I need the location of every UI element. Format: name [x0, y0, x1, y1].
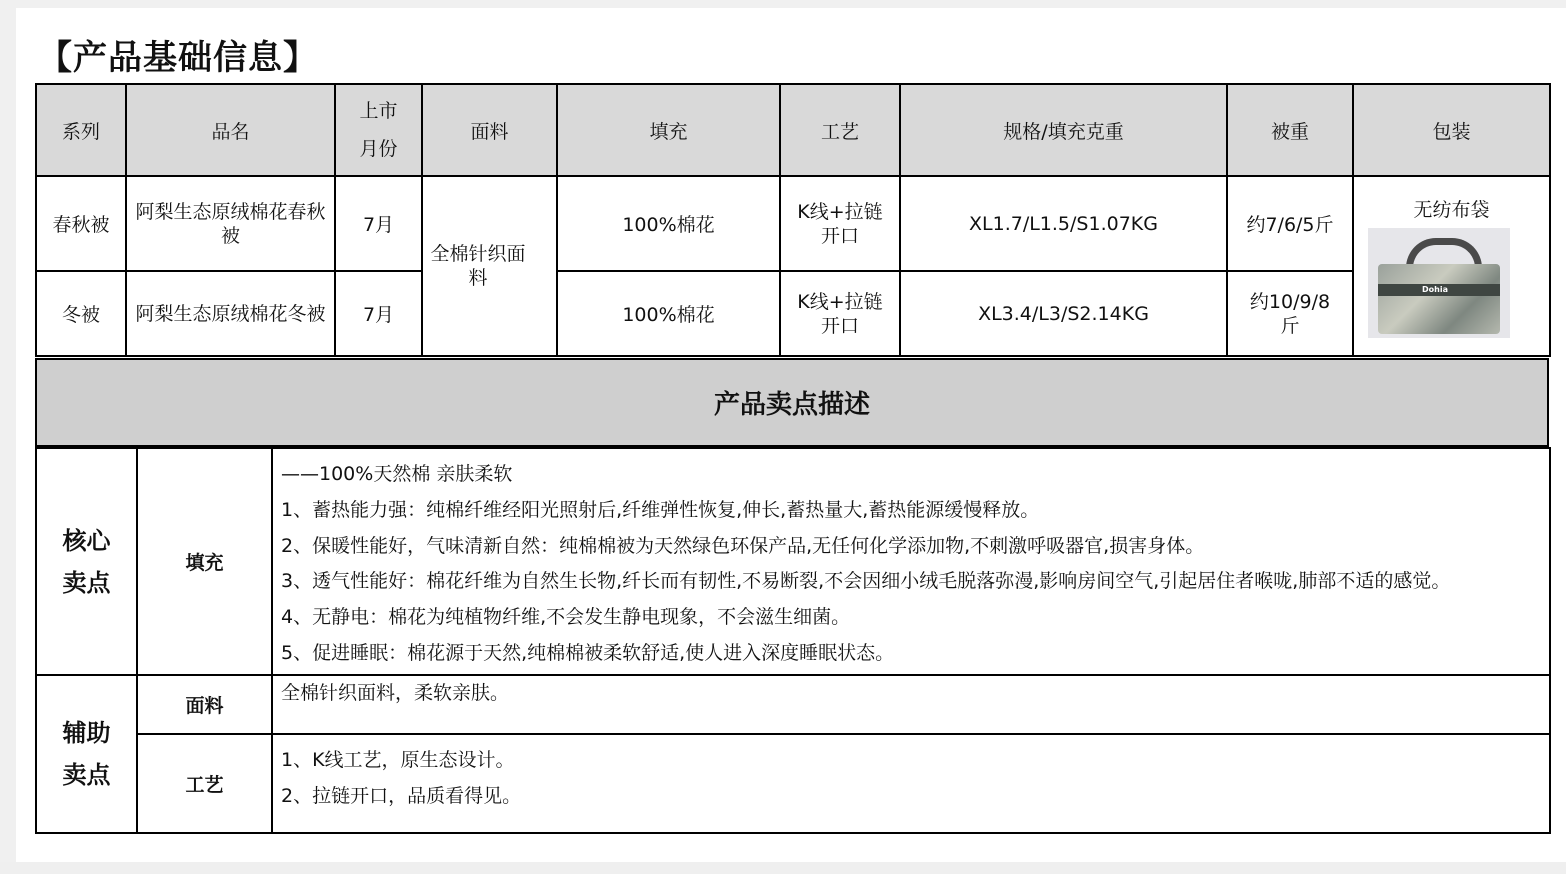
- header-name: 品名: [126, 84, 335, 176]
- bag-logo: Dohia: [1422, 284, 1448, 294]
- selling-points-table: [35, 447, 1551, 834]
- cell-series: 春秋被: [36, 176, 126, 271]
- cell-name: 阿梨生态原绒棉花春秋被: [126, 176, 335, 271]
- cell-craft: K线+拉链开口: [780, 271, 900, 356]
- cell-spec: XL3.4/L3/S2.14KG: [900, 271, 1227, 356]
- core-line: 5、促进睡眠：棉花源于天然,纯棉棉被柔软舒适,使人进入深度睡眠状态。: [281, 641, 895, 664]
- header-spec: 规格/填充克重: [900, 84, 1227, 176]
- core-row: [36, 448, 1550, 675]
- table-row: [36, 271, 1550, 356]
- bottom-border-strip: [0, 862, 1566, 874]
- core-item-label: 填充: [137, 448, 272, 675]
- header-month: 上市月份: [335, 84, 422, 176]
- product-info-table: [35, 83, 1551, 357]
- cell-series: 冬被: [36, 271, 126, 356]
- packaging-label: 无纺布袋: [1413, 198, 1490, 221]
- core-line: 3、透气性能好：棉花纤维为自然生长物,纤长而有韧性,不易断裂,不会因细小绒毛脱落弥漫,影响房间空气,引起居住者喉咙,肺部不适的感觉。: [281, 570, 1451, 593]
- core-line: 4、无静电：棉花为纯植物纤维,不会发生静电现象，不会滋生细菌。: [281, 606, 851, 629]
- header-row: [36, 84, 1550, 176]
- selling-points-header: 产品卖点描述: [35, 358, 1549, 447]
- aux-fabric-row: [36, 675, 1550, 734]
- cell-fabric: 全棉针织面料: [422, 176, 557, 356]
- header-craft: 工艺: [780, 84, 900, 176]
- aux-fabric-description: [272, 675, 1550, 734]
- page-title: 【产品基础信息】: [38, 38, 318, 78]
- core-line: 1、蓄热能力强：纯棉纤维经阳光照射后,纤维弹性恢复,伸长,蓄热量大,蓄热能源缓慢释放。: [281, 498, 1040, 521]
- core-description: [272, 448, 1550, 675]
- header-packaging: 包装: [1353, 84, 1550, 176]
- table-row: [36, 176, 1550, 271]
- cell-name: 阿梨生态原绒棉花冬被: [126, 271, 335, 356]
- core-group-label: 核心卖点: [36, 448, 137, 675]
- cell-weight: 约7/6/5斤: [1227, 176, 1353, 271]
- cell-filling: 100%棉花: [557, 176, 780, 271]
- cell-month: 7月: [335, 271, 422, 356]
- aux-craft-description: [272, 734, 1550, 833]
- aux-craft-line: 2、拉链开口，品质看得见。: [281, 784, 522, 807]
- packaging-bag-image: [1368, 228, 1510, 338]
- cell-craft: K线+拉链开口: [780, 176, 900, 271]
- aux-fabric-label: 面料: [137, 675, 272, 734]
- core-line: ——100%天然棉 亲肤柔软: [281, 463, 513, 485]
- top-border-strip: [0, 0, 1566, 8]
- aux-fabric-text: 全棉针织面料，柔软亲肤。: [281, 682, 510, 704]
- core-line: 2、保暖性能好，气味清新自然：纯棉棉被为天然绿色环保产品,无任何化学添加物,不刺激呼吸器官,损害身体。: [281, 534, 1205, 557]
- aux-group-label: 辅助卖点: [36, 675, 137, 833]
- header-weight: 被重: [1227, 84, 1353, 176]
- cell-packaging: [1353, 176, 1550, 356]
- cell-filling: 100%棉花: [557, 271, 780, 356]
- header-series: 系列: [36, 84, 126, 176]
- aux-craft-line: 1、K线工艺，原生态设计。: [281, 749, 515, 771]
- left-border-strip: [0, 0, 16, 874]
- cell-spec: XL1.7/L1.5/S1.07KG: [900, 176, 1227, 271]
- header-filling: 填充: [557, 84, 780, 176]
- cell-weight: 约10/9/8斤: [1227, 271, 1353, 356]
- aux-craft-label: 工艺: [137, 734, 272, 833]
- header-fabric: 面料: [422, 84, 557, 176]
- aux-craft-row: [36, 734, 1550, 833]
- cell-month: 7月: [335, 176, 422, 271]
